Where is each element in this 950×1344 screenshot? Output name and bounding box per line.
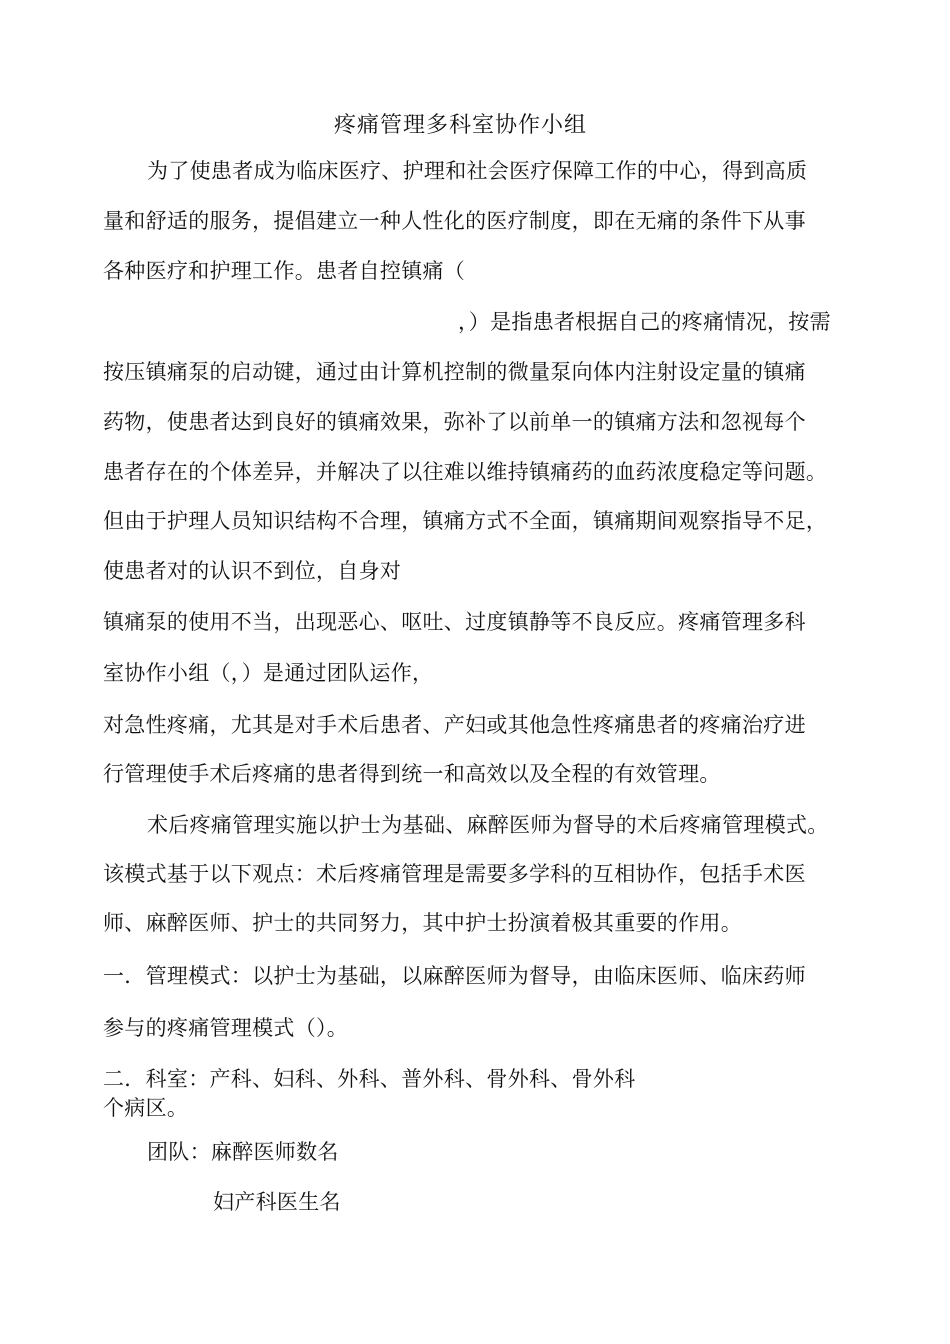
list-item-departments: 二．科室：产科、妇科、外科、普外科、骨外科、骨外科: [103, 1067, 636, 1091]
paragraph-line: 患者存在的个体差异，并解决了以往难以维持镇痛药的血药浓度稳定等问题。: [103, 460, 828, 484]
paragraph-line: 镇痛泵的使用不当，出现恶心、呕吐、过度镇静等不良反应。疼痛管理多科: [103, 610, 806, 634]
team-line: 团队：麻醉医师数名: [147, 1140, 339, 1164]
paragraph-line: 该模式基于以下观点：术后疼痛管理是需要多学科的互相协作，包括手术医: [103, 862, 806, 886]
paragraph-line: 参与的疼痛管理模式（）。: [103, 1016, 349, 1040]
list-item-management-mode: 一．管理模式：以护士为基础，以麻醉医师为督导，由临床医师、临床药师: [103, 964, 806, 988]
paragraph-line: 术后疼痛管理实施以护士为基础、麻醉医师为督导的术后疼痛管理模式。: [147, 813, 829, 837]
paragraph-line: 室协作小组（，）是通过团队运作，: [103, 661, 434, 685]
paragraph-line: 药物，使患者达到良好的镇痛效果，弥补了以前单一的镇痛方法和忽视每个: [103, 410, 806, 434]
paragraph-line: 行管理使手术后疼痛的患者得到统一和高效以及全程的有效管理。: [103, 762, 721, 786]
document-title: 疼痛管理多科室协作小组: [334, 113, 588, 138]
paragraph-line: 为了使患者成为临床医疗、护理和社会医疗保障工作的中心，得到高质: [147, 159, 808, 183]
paragraph-line: 量和舒适的服务，提倡建立一种人性化的医疗制度，即在无痛的条件下从事: [103, 209, 806, 233]
paragraph-line: 师、麻醉医师、护士的共同努力，其中护士扮演着极其重要的作用。: [103, 911, 742, 935]
team-line: 妇产科医生名: [213, 1190, 341, 1214]
paragraph-line: 个病区。: [103, 1096, 189, 1120]
paragraph-line: 对急性疼痛，尤其是对手术后患者、产妇或其他急性疼痛患者的疼痛治疗进: [103, 713, 806, 737]
paragraph-line: 但由于护理人员知识结构不合理，镇痛方式不全面，镇痛期间观察指导不足，: [103, 509, 828, 533]
paragraph-line: ，）是指患者根据自己的疼痛情况，按需: [458, 310, 831, 334]
paragraph-line: 使患者对的认识不到位，自身对: [103, 559, 402, 583]
paragraph-line: 按压镇痛泵的启动键，通过由计算机控制的微量泵向体内注射设定量的镇痛: [103, 360, 806, 384]
paragraph-line: 各种医疗和护理工作。患者自控镇痛（: [103, 259, 466, 283]
